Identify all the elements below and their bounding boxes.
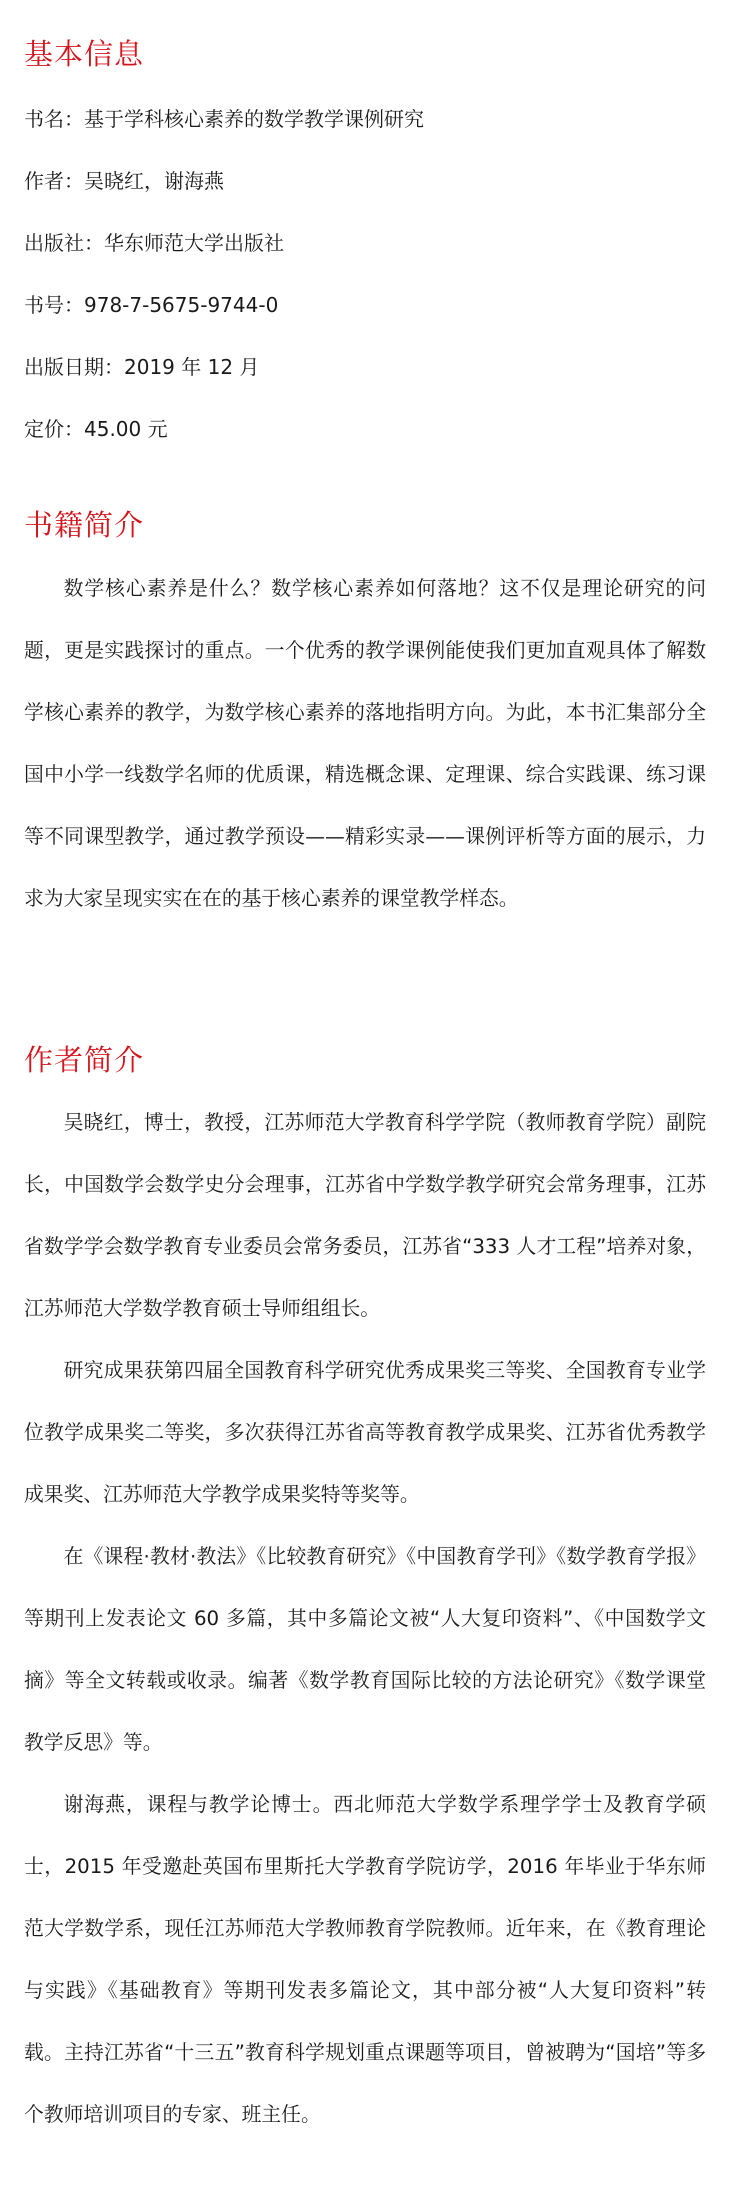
info-price-value: 45.00 元 bbox=[84, 417, 168, 441]
info-author-key: 作者： bbox=[24, 169, 84, 193]
info-isbn-key: 书号： bbox=[24, 293, 84, 317]
info-isbn-line bbox=[24, 290, 278, 320]
author-paragraph-1: 吴晓红，博士，教授，江苏师范大学教育科学学院（教师教育学院）副院长，中国数学会数学史分会理事，江苏省中学数学教学研究会常务理事，江苏省数学学会数学教育专业委员会常务委员，江苏省“333 人才工程”培养对象，江苏师范大学数学教育硕士导师组组长。 bbox=[24, 1111, 706, 1320]
info-isbn-value: 978-7-5675-9744-0 bbox=[84, 293, 279, 317]
book-intro-heading: 书籍简介 bbox=[24, 508, 145, 542]
info-title-line bbox=[24, 104, 424, 134]
info-date-key: 出版日期： bbox=[24, 355, 124, 379]
info-price-key: 定价： bbox=[24, 417, 84, 441]
info-publisher-line bbox=[24, 228, 284, 258]
info-publisher-value: 华东师范大学出版社 bbox=[104, 231, 284, 255]
author-intro-heading: 作者简介 bbox=[24, 1043, 145, 1077]
info-title-value: 基于学科核心素养的数学教学课例研究 bbox=[84, 107, 424, 131]
book-intro-paragraph: 数学核心素养是什么？数学核心素养如何落地？这不仅是理论研究的问题，更是实践探讨的重点。一个优秀的教学课例能使我们更加直观具体了解数学核心素养的教学，为数学核心素养的落地指明方向。为此，本书汇集部分全国中小学一线数学名师的优质课，精选概念课、定理课、综合实践课、练习课等不同课型教学，通过教学预设——精彩实录——课例评析等方面的展示，力求为大家呈现实实在在的基于核心素养的课堂教学样态。 bbox=[24, 577, 706, 910]
author-paragraph-3: 在《课程·教材·教法》《比较教育研究》《中国教育学刊》《数学教育学报》等期刊上发表论文 60 多篇，其中多篇论文被“人大复印资料”、《中国数学文摘》等全文转载或收录。编著《数学教育国际比较的方法论研究》《数学课堂教学反思》等。 bbox=[24, 1545, 706, 1754]
info-date-value: 2019 年 12 月 bbox=[124, 355, 260, 379]
info-title-key: 书名： bbox=[24, 107, 84, 131]
info-price-line bbox=[24, 414, 168, 444]
info-publisher-key: 出版社： bbox=[24, 231, 104, 255]
info-author-value: 吴晓红，谢海燕 bbox=[84, 169, 224, 193]
author-paragraph-2: 研究成果获第四届全国教育科学研究优秀成果奖三等奖、全国教育专业学位教学成果奖二等奖，多次获得江苏省高等教育教学成果奖、江苏省优秀教学成果奖、江苏师范大学教学成果奖特等奖等。 bbox=[24, 1359, 706, 1506]
basic-info-heading: 基本信息 bbox=[24, 37, 145, 71]
info-author-line bbox=[24, 166, 224, 196]
info-date-line bbox=[24, 352, 259, 382]
author-paragraph-4: 谢海燕，课程与教学论博士。西北师范大学数学系理学学士及教育学硕士，2015 年受邀赴英国布里斯托大学教育学院访学，2016 年毕业于华东师范大学数学系，现任江苏师范大学教师教育学院教师。近年来，在《教育理论与实践》《基础教育》等期刊发表多篇论文，其中部分被“人大复印资料”转载。主持江苏省“十三五”教育科学规划重点课题等项目，曾被聘为“国培”等多个教师培训项目的专家、班主任。 bbox=[24, 1793, 706, 2126]
